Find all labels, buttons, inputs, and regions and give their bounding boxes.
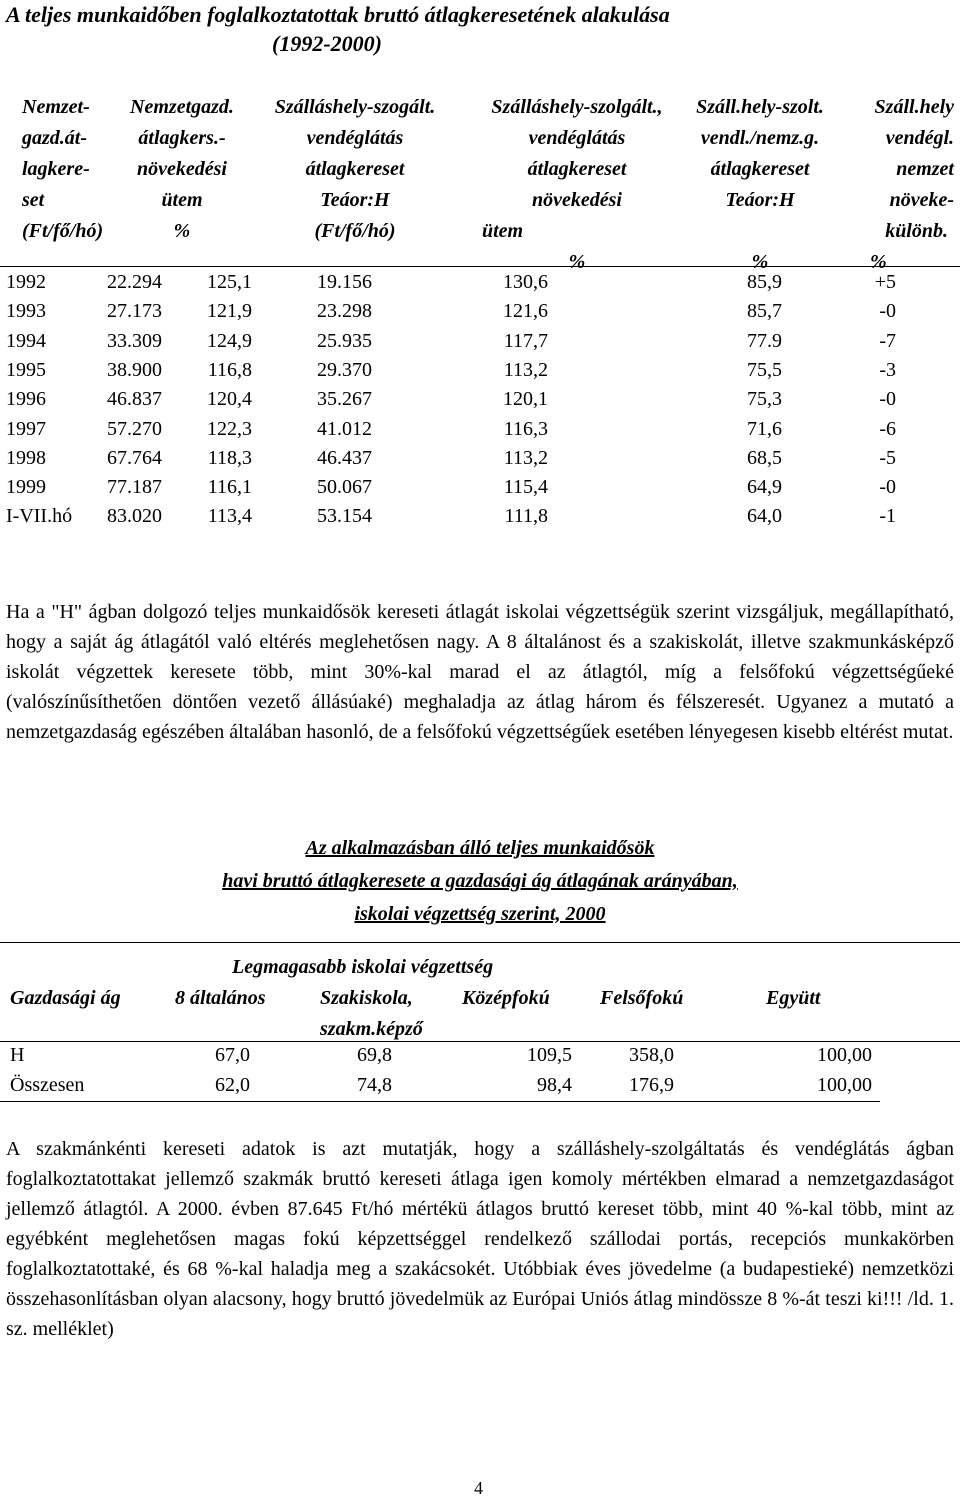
header-text: vendégl. (885, 127, 954, 149)
table2-cell-v8: 62,0 (215, 1074, 250, 1096)
table1-cell-h_avg: 29.370 (317, 358, 372, 381)
table1-cell-year: 1999 (6, 476, 46, 499)
table1-cell-diff: -3 (879, 358, 896, 381)
table1-cell-avg: 77.187 (107, 476, 162, 499)
header-text: gazd.át- (22, 127, 87, 149)
header-text: Szálláshely-szogált. (274, 96, 436, 118)
table1-cell-avg: 38.900 (107, 358, 162, 381)
header-text: növekedési (137, 158, 227, 180)
page-title-line1: A teljes munkaidőben foglalkoztatottak bruttó átlagkeresetének alakulása (6, 2, 670, 27)
header-text: Teáor:H (725, 189, 795, 211)
table2-title-line3: iskolai végzettség szerint, 2000 (354, 903, 606, 925)
table2-cell-szak: 69,8 (357, 1044, 392, 1066)
table2-cell-v8: 67,0 (215, 1044, 250, 1066)
header-text: ütem (161, 189, 203, 211)
header-text: Száll.hely (874, 96, 954, 118)
table1-cell-year: I-VII.hó (6, 505, 73, 528)
header-text: set (22, 189, 45, 211)
table1-cell-growth: 121,9 (207, 300, 252, 323)
header-text: átlagkereset (527, 158, 627, 180)
table1-cell-diff: -6 (879, 417, 896, 440)
header-text: átlagkereset (305, 158, 405, 180)
table1-cell-avg: 57.270 (107, 417, 162, 440)
table1-cell-year: 1998 (6, 446, 46, 469)
header-text: Nemzet- (22, 96, 90, 118)
table2-cell-egyutt: 100,00 (817, 1074, 872, 1096)
header-text: % (751, 251, 769, 273)
header-text: nemzet (896, 158, 954, 180)
table1-cell-growth: 120,4 (207, 388, 252, 411)
header-text: Teáor:H (320, 189, 390, 211)
header-text: vendéglátás (306, 127, 404, 149)
table2-col-branch: Gazdasági ág (10, 987, 121, 1009)
table1-cell-diff: -0 (879, 300, 896, 323)
table1-cell-avg: 33.309 (107, 329, 162, 352)
table2-title-line1: Az alkalmazásban álló teljes munkaidősök (305, 837, 655, 859)
header-text: Nemzetgazd. (130, 96, 234, 118)
table2-top-rule (0, 942, 960, 943)
table1-cell-h_avg: 19.156 (317, 271, 372, 293)
table1-cell-h_avg: 25.935 (317, 329, 372, 352)
table1-cell-h_avg: 53.154 (317, 505, 372, 528)
table1-cell-growth: 122,3 (207, 417, 252, 440)
table1-col-diff-header (834, 92, 954, 278)
table1-cell-ratio: 75,3 (747, 388, 782, 411)
header-text: átlagkers.- (138, 127, 226, 149)
table2-cell-felso: 176,9 (629, 1074, 674, 1096)
table1-cell-h_avg: 50.067 (317, 476, 372, 499)
table1-cell-growth: 116,8 (207, 358, 252, 381)
table2-col-8: 8 általános (175, 987, 266, 1009)
header-text: vendéglátás (528, 127, 626, 149)
header-text: különb. (885, 220, 948, 242)
table2-cell-branch: H (10, 1044, 25, 1066)
paragraph-1: Ha a "H" ágban dolgozó teljes munkaidősök kereseti átlagát iskolai végzettségük szerint vizsgáljuk, megállapítható, hogy a saját ág átlagától való eltérés meglehetősen nagy. A 8 általánost és a szakiskolát, illetve szakmunkásképző iskolát végzettek keresete több, mint 30%-kal marad el az átlagtól, míg a felsőfokú végzettségűeké (valószínűsíthetően döntően vezető állásúaké) meghaladja az átlag három és félszeresét. Ugyanez a mutató a nemzetgazdaság egészében általában hasonló, de a felsőfokú végzettségűek esetében lényegesen kisebb eltérést mutat. (6, 601, 954, 743)
table1-cell-diff: -7 (879, 329, 896, 352)
table1-cell-growth: 118,3 (207, 446, 252, 469)
table2-cell-kozep: 109,5 (527, 1044, 572, 1066)
header-text: ütem (482, 220, 524, 242)
table1-cell-growth: 113,4 (207, 505, 252, 528)
header-text: % (173, 220, 191, 242)
table1-cell-h_growth: 130,6 (503, 271, 548, 293)
header-text: % (870, 251, 887, 273)
header-text: növekedési (532, 189, 622, 211)
table1-cell-h_growth: 116,3 (503, 417, 548, 440)
table1-cell-h_avg: 23.298 (317, 300, 372, 323)
table1-cell-year: 1993 (6, 300, 46, 323)
header-text: vendl./nemz.g. (700, 127, 820, 149)
table1-col-growth-header (112, 92, 252, 247)
header-text: (Ft/fő/hó) (22, 220, 104, 242)
table1-cell-h_growth: 120,1 (503, 388, 548, 411)
table1-cell-ratio: 85,7 (747, 300, 782, 323)
table1-cell-year: 1992 (6, 271, 46, 293)
table2-col-felso: Felsőfokú (600, 987, 684, 1009)
table1-cell-ratio: 85,9 (747, 271, 782, 293)
table2-col-szak2: szakm.képző (320, 1018, 423, 1040)
table2-group-header: Legmagasabb iskolai végzettség (232, 956, 494, 978)
table1-col-hgrowth-header (462, 92, 692, 278)
table1-rule (0, 266, 960, 267)
table1-cell-avg: 46.837 (107, 388, 162, 411)
header-text: Száll.hely-szolt. (696, 96, 824, 118)
table1-cell-year: 1995 (6, 358, 46, 381)
table2-cell-branch: Összesen (10, 1074, 85, 1096)
table2-col-kozep: Középfokú (462, 987, 550, 1009)
table2-col-szak1: Szakiskola, (320, 987, 413, 1009)
table1-cell-h_growth: 121,6 (503, 300, 548, 323)
table1-cell-h_avg: 41.012 (317, 417, 372, 440)
table1-cell-year: 1996 (6, 388, 46, 411)
table1-cell-year: 1994 (6, 329, 46, 352)
table1-cell-avg: 83.020 (107, 505, 162, 528)
table2-cell-kozep: 98,4 (537, 1074, 572, 1096)
table1-col-avg-header (22, 92, 103, 247)
header-text: átlagkereset (710, 158, 810, 180)
table1-cell-year: 1997 (6, 417, 46, 440)
table1-cell-h_growth: 115,4 (503, 476, 548, 499)
table1-cell-diff: +5 (874, 271, 896, 293)
table2-title (0, 832, 960, 931)
table2-header-rule (0, 1041, 960, 1042)
table1-cell-ratio: 77.9 (747, 329, 782, 352)
paragraph-2: A szakmánkénti kereseti adatok is azt mutatják, hogy a szálláshely-szolgáltatás és vendéglátás ágban foglalkoztatottakat jellemző szakmák bruttó kereseti átlaga igen komoly mértékben elmarad a nemzetgazdaságot jellemző átlagtól. A 2000. évben 87.645 Ft/hó mértékü átlagos bruttó kereset több, mint 40 %-kal több, mint az egyébként meglehetősen magas fokú képzettséggel rendelkező szállodai portás, recepciós munkakörben foglalkoztatottaké, és 68 %-kal haladja meg a szakácsokét. Utóbbiak éves jövedelme (a budapestieké) nemzetközi összehasonlításban olyan alacsony, hogy bruttó jövedelmük az Európai Uniós átlag mindössze 8 %-át teszi ki!!! /ld. 1. sz. melléklet) (6, 1138, 954, 1340)
table1-cell-ratio: 75,5 (747, 358, 782, 381)
header-text: % (568, 251, 586, 273)
table1-cell-ratio: 64,0 (747, 505, 782, 528)
table1-cell-h_growth: 113,2 (503, 446, 548, 469)
table1-cell-diff: -0 (879, 476, 896, 499)
table1-cell-ratio: 68,5 (747, 446, 782, 469)
header-text: növeke- (889, 189, 954, 211)
page-title-line2: (1992-2000) (272, 31, 382, 56)
table2-cell-felso: 358,0 (629, 1044, 674, 1066)
table1-cell-h_growth: 113,2 (503, 358, 548, 381)
header-text: lagkere- (22, 158, 90, 180)
table2-col-egyutt: Együtt (766, 987, 821, 1009)
table1-cell-growth: 125,1 (207, 271, 252, 293)
table1-cell-growth: 124,9 (207, 329, 252, 352)
table1-cell-diff: -5 (879, 446, 896, 469)
table1-cell-growth: 116,1 (207, 476, 252, 499)
header-text: (Ft/fő/hó) (314, 220, 396, 242)
table1-col-ratio-header (670, 92, 850, 278)
table1-cell-h_avg: 35.267 (317, 388, 372, 411)
page-number: 4 (474, 1478, 483, 1498)
table2-bottom-rule (0, 1101, 880, 1102)
table1-cell-h_growth: 111,8 (504, 505, 548, 528)
table1-cell-avg: 67.764 (107, 446, 162, 469)
header-spacer (670, 216, 850, 247)
table1-cell-avg: 22.294 (107, 271, 162, 293)
table1-cell-h_growth: 117,7 (503, 329, 548, 352)
table1-col-havg-header (245, 92, 465, 247)
table1-cell-ratio: 71,6 (747, 417, 782, 440)
table1-cell-diff: -0 (879, 388, 896, 411)
table1-cell-ratio: 64,9 (747, 476, 782, 499)
table2-title-line2: havi bruttó átlagkeresete a gazdasági ág átlagának arányában, (222, 870, 738, 892)
header-text: Szálláshely-szolgált., (491, 96, 663, 118)
table1-cell-h_avg: 46.437 (317, 446, 372, 469)
table1-cell-avg: 27.173 (107, 300, 162, 323)
table2-cell-egyutt: 100,00 (817, 1044, 872, 1066)
table1-cell-diff: -1 (879, 505, 896, 528)
table2-cell-szak: 74,8 (357, 1074, 392, 1096)
